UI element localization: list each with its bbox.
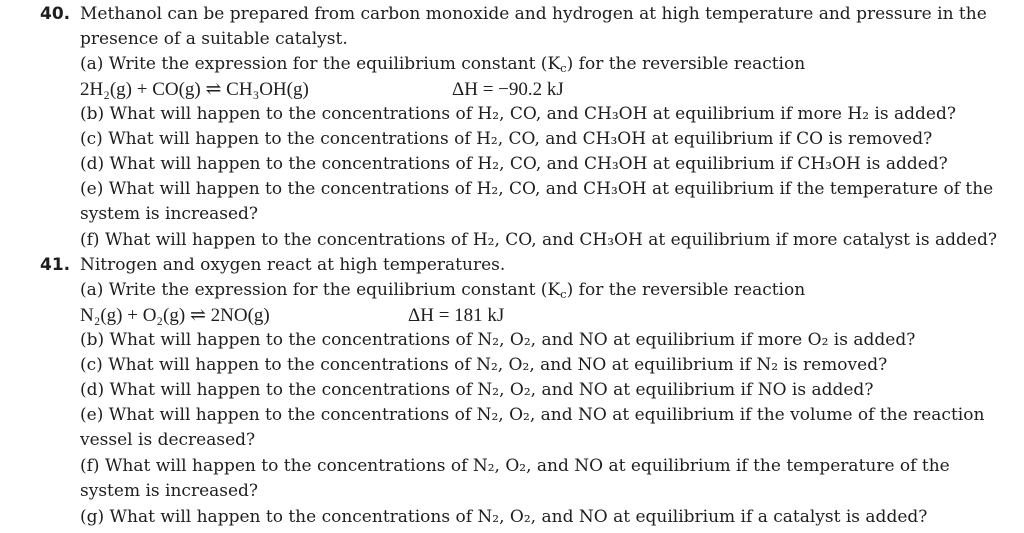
part-e-continued: vessel is decreased? — [80, 430, 256, 450]
part-a-text: (a) Write the expression for the equilibrium constant (K — [80, 54, 561, 74]
part-e: (e) What will happen to the concentrations of H₂, CO, and CH₃OH at equilibrium if the temperature of the — [80, 179, 994, 199]
part-a-text: (a) Write the expression for the equilibrium constant (K — [80, 280, 561, 300]
part-c: (c) What will happen to the concentrations of H₂, CO, and CH₃OH at equilibrium if CO is removed? — [80, 129, 933, 149]
enthalpy-change: ΔH = 181 kJ — [408, 305, 505, 326]
part-b: (b) What will happen to the concentrations of N₂, O₂, and NO at equilibrium if more O₂ is added? — [80, 330, 916, 350]
part-f: (f) What will happen to the concentrations of N₂, O₂, and NO at equilibrium if the temperature of the — [80, 456, 950, 476]
part-e: (e) What will happen to the concentrations of N₂, O₂, and NO at equilibrium if the volume of the reaction — [80, 405, 985, 425]
part-a — [80, 52, 805, 77]
problem-intro-line: Methanol can be prepared from carbon monoxide and hydrogen at high temperature and pressure in the — [80, 4, 987, 24]
reaction-equation: 2H₂(g) + CO(g) ⇌ CH₃OH(g) — [80, 79, 309, 100]
part-b: (b) What will happen to the concentrations of H₂, CO, and CH₃OH at equilibrium if more H₂ is added? — [80, 104, 956, 124]
part-d: (d) What will happen to the concentrations of H₂, CO, and CH₃OH at equilibrium if CH₃OH is added? — [80, 154, 948, 174]
problem-intro-line: Nitrogen and oxygen react at high temperatures. — [80, 255, 506, 275]
problem-intro-line: presence of a suitable catalyst. — [80, 29, 348, 49]
part-a-tail: ) for the reversible reaction — [566, 280, 806, 300]
part-a-tail: ) for the reversible reaction — [566, 54, 806, 74]
part-f-continued: system is increased? — [80, 481, 259, 501]
reaction-equation: N₂(g) + O₂(g) ⇌ 2NO(g) — [80, 305, 270, 326]
part-e-continued: system is increased? — [80, 204, 259, 224]
enthalpy-change: ΔH = −90.2 kJ — [452, 79, 564, 100]
problem-number: 40. — [40, 4, 71, 24]
kc-subscript: c — [560, 61, 567, 76]
part-c: (c) What will happen to the concentrations of N₂, O₂, and NO at equilibrium if N₂ is removed? — [80, 355, 888, 375]
problem-number: 41. — [40, 255, 71, 275]
kc-subscript: c — [560, 287, 567, 302]
part-d: (d) What will happen to the concentrations of N₂, O₂, and NO at equilibrium if NO is added? — [80, 380, 874, 400]
part-a — [80, 278, 805, 303]
part-g: (g) What will happen to the concentrations of N₂, O₂, and NO at equilibrium if a catalyst is added? — [80, 507, 928, 527]
part-f: (f) What will happen to the concentrations of H₂, CO, and CH₃OH at equilibrium if more catalyst is added? — [80, 230, 997, 250]
